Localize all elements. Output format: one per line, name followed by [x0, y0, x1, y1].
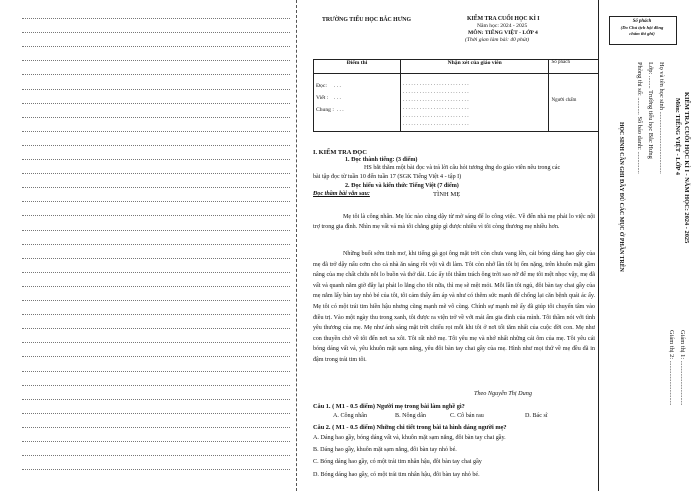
q2-option-b[interactable]: B. Dáng hao gầy, khuôn mặt sạm nắng, đôi bàn tay nhỏ bé.: [313, 447, 457, 453]
question-1-text: Người mẹ trong bài làm nghề gì?: [376, 403, 465, 410]
comment-cell: [400, 74, 549, 132]
read-score-label: Đọc:: [316, 83, 327, 89]
margin-dotted-line: [22, 342, 290, 343]
margin-dotted-line: [22, 371, 290, 372]
comment-line: . . . . . . . . . . . . . . . . . . . . . . . .: [402, 105, 469, 111]
margin-dotted-line: [22, 187, 290, 188]
instruction-note: HỌC SINH CẦN GHI ĐẦY ĐỦ CÁC MỤC Ở PHẦN TRÊN: [618, 122, 624, 272]
margin-dotted-line: [22, 300, 290, 301]
exam-time: (Thời gian làm bài: 40 phút): [465, 37, 530, 43]
examiner-2-field[interactable]: Giám thị 2: ............................: [668, 330, 675, 406]
margin-dotted-line: [22, 201, 290, 202]
comment-line: . . . . . . . . . . . . . . . . . . . . . . . .: [402, 113, 469, 119]
story-paragraph-2: Những buổi sớm tinh mơ, khi tiếng gà gọi ông mặt trời còn chưa vang lên, cái bóng dáng hao gầy của mẹ đã trở dậy nấu cơm cho cả nhà ăn sáng rồi vội vã đi làm. Tôi còn nhớ lần tôi bị ốm nặng, trên khuôn mặt gầm nâng của mẹ chất chứa nỗi lo buồn và thở dài. Lúc ấy tôi thầm trách ông trời sao nỡ để mẹ tôi mệt nhọc vậy, mẹ đã vất vả quanh năm giờ đây lại phải lo lắng cho tôi nữa, thì mẹ sẽ mệt mỏi. Mỗi lần tôi ngủ, đôi bàn tay chai gầy của mẹ nắm lấy bàn tay nhỏ bé của tôi, tôi cảm thấy ấm áp và như có thêm sức mạnh để chống lại căn bệnh quái ác ấy. Mẹ tôi có một trái tim hiền hậu nhưng cũng mạnh mẽ vô cùng. Chính sự mạnh mẽ ấy đã giúp tôi chuyển tâm vào điều trị. Vào một ngày thu trong xanh, tôi được ra viện trở về với mái ấm gia đình của mình. Tôi thầm nói với tình yêu thương của mẹ. Mẹ như ánh sáng mặt trời chiếu rọi mỗi khi tôi ở nơi tối tăm nhất của cuộc đời con. Mẹ như con thuyền chở về tôi đến nơi xa xôi. Tôi rất nhớ mẹ. Tôi yêu mẹ và nhớ nhất những cái ôm của mẹ. Tôi yêu cái bóng dáng vất vả, yêu khuôn mặt sạm nắng, yêu đôi bàn tay chai gầy của mẹ. Hình như mọi thứ về mẹ đều đã in đậm trong trái tim tôi.: [313, 251, 595, 363]
comment-header: Nhận xét của giáo viên: [400, 60, 549, 74]
score-header: Điểm thi: [314, 60, 401, 74]
score-cells: [314, 74, 401, 132]
comment-line: . . . . . . . . . . . . . . . . . . . . . . . .: [402, 97, 469, 103]
question-1-label: Câu 1.: [313, 403, 331, 410]
part2-title: 2. Đọc hiểu và kiến thức Tiếng Việt (7 điểm): [345, 183, 459, 189]
margin-dotted-line: [22, 455, 290, 456]
margin-dotted-line: [22, 60, 290, 61]
right-subject: Môn: TIẾNG VIỆT - LỚP 4: [674, 98, 681, 175]
grader-cell: [549, 74, 599, 132]
part1-title: 1. Đọc thành tiếng: (3 điểm): [345, 157, 418, 163]
total-score-dots: . . .: [336, 107, 344, 113]
q2-option-a[interactable]: A. Dáng hao gầy, bóng dáng vất vả, khuôn mặt sạm nắng, đôi bàn tay chai gầy.: [313, 435, 506, 441]
id-box-note-2: chấm thi ghi): [629, 31, 655, 36]
margin-dotted-line: [22, 413, 290, 414]
part1-text: HS bắt thăm một bài đọc và trả lời câu hỏi tương ứng do giáo viên nêu trong các: [364, 165, 561, 171]
margin-dotted-line: [22, 230, 290, 231]
margin-dotted-line: [22, 89, 290, 90]
margin-dotted-line: [22, 314, 290, 315]
question-2-meta: ( M1 - 0.5 điểm): [332, 424, 375, 431]
grader-label: Người chấm: [551, 98, 577, 103]
margin-dotted-line: [22, 46, 290, 47]
question-1: [313, 403, 465, 410]
id-box-title: Số phách: [632, 19, 652, 24]
read-score-dots: . . .: [333, 83, 341, 89]
question-2: [313, 424, 507, 431]
q1-option-d[interactable]: D. Bác sĩ: [525, 413, 548, 419]
margin-dotted-line: [22, 286, 290, 287]
class-field[interactable]: Lớp: ........ Trường tiểu học Bắc Hưng: [647, 62, 654, 159]
margin-dotted-line: [22, 469, 290, 470]
margin-dotted-line: [22, 159, 290, 160]
margin-dotted-line: [22, 244, 290, 245]
school-name: TRƯỜNG TIỂU HỌC BẮC HƯNG: [322, 17, 411, 23]
write-score-dots: . . .: [333, 95, 341, 101]
examiner-1-field[interactable]: Giám thị 1: ............................: [679, 330, 686, 406]
write-score-label: Viết :: [316, 95, 329, 101]
student-name-field[interactable]: Họ và tên học sinh .......................................: [658, 62, 665, 174]
right-title: KIỂM TRA CUỐI HỌC KÌ I - NĂM HỌC: 2024 - 2025: [683, 92, 690, 244]
margin-dotted-line: [22, 441, 290, 442]
margin-dotted-line: [22, 215, 290, 216]
question-1-meta: ( M1 - 0.5 điểm): [332, 403, 375, 410]
margin-dotted-line: [22, 328, 290, 329]
margin-dotted-line: [22, 272, 290, 273]
comment-line: . . . . . . . . . . . . . . . . . . . . . . . .: [402, 81, 469, 87]
margin-dotted-line: [22, 173, 290, 174]
story-title: TÌNH MẸ: [433, 191, 461, 198]
margin-dotted-line: [22, 103, 290, 104]
margin-dotted-line: [22, 32, 290, 33]
margin-dotted-line: [22, 74, 290, 75]
q2-option-c[interactable]: C. Bóng dáng hao gầy, có một trái tim nhân hậu, đôi bàn tay chai gầy: [313, 459, 482, 465]
comment-line: . . . . . . . . . . . . . . . . . . . . . . . .: [402, 89, 469, 95]
question-2-text: Những chi tiết trong bài tả hình dáng người mẹ?: [376, 424, 507, 431]
story-paragraph-1: Mẹ tôi là công nhân. Mẹ lúc nào cũng dậy từ mờ sáng để lo công việc. Về đến nhà mẹ phải lo việc nội trợ trong gia đình. Nhìn mẹ vất vả mà tôi chẳng giúp gì được nhiều vì tôi còng thương mẹ nhiều hơn.: [313, 214, 595, 231]
question-2-label: Câu 2.: [313, 424, 331, 431]
story-source: Theo Nguyễn Thị Dung: [474, 390, 532, 397]
q1-option-a[interactable]: A. Công nhân: [333, 413, 368, 419]
school-year: Năm học: 2024 - 2025: [477, 23, 528, 29]
q1-option-c[interactable]: C. Cô bán rau: [450, 413, 484, 419]
margin-dotted-line: [22, 131, 290, 132]
q1-option-b[interactable]: B. Nông dân: [395, 413, 426, 419]
read-instruction: Đọc thầm bài văn sau:: [313, 191, 370, 197]
section-title: I. KIỂM TRA ĐỌC: [313, 149, 367, 156]
q2-option-d[interactable]: D. Bóng dáng hao gầy, có một trái tim nhân hậu, đôi bàn tay nhỏ bé.: [313, 472, 480, 478]
id-box-note-1: (Do Chủ tịch hội đồng: [620, 25, 664, 30]
margin-dotted-line: [22, 356, 290, 357]
id-header: Số phách: [549, 60, 599, 74]
comment-line: . . . . . . . . . . . . . . . . . . . . . . . .: [402, 121, 469, 127]
total-score-label: Chung :: [316, 107, 334, 113]
margin-dotted-line: [22, 18, 290, 19]
margin-dotted-line: [22, 385, 290, 386]
margin-dotted-line: [22, 145, 290, 146]
subject: MÔN: TIẾNG VIỆT - LỚP 4: [468, 30, 538, 36]
room-field[interactable]: Phòng thi số: ........... Số báo danh: ..............: [636, 62, 643, 174]
part1-text-2: bài tập đọc từ tuần 10 đến tuần 17 (SGK Tiếng Việt 4 - tập I): [313, 174, 462, 180]
fold-line: [296, 0, 297, 491]
margin-dotted-line: [22, 117, 290, 118]
score-table: [313, 59, 599, 132]
margin-dotted-line: [22, 258, 290, 259]
exam-title: KIỂM TRA CUỐI HỌC KÌ I: [467, 16, 540, 22]
margin-dotted-line: [22, 427, 290, 428]
margin-dotted-line: [22, 399, 290, 400]
